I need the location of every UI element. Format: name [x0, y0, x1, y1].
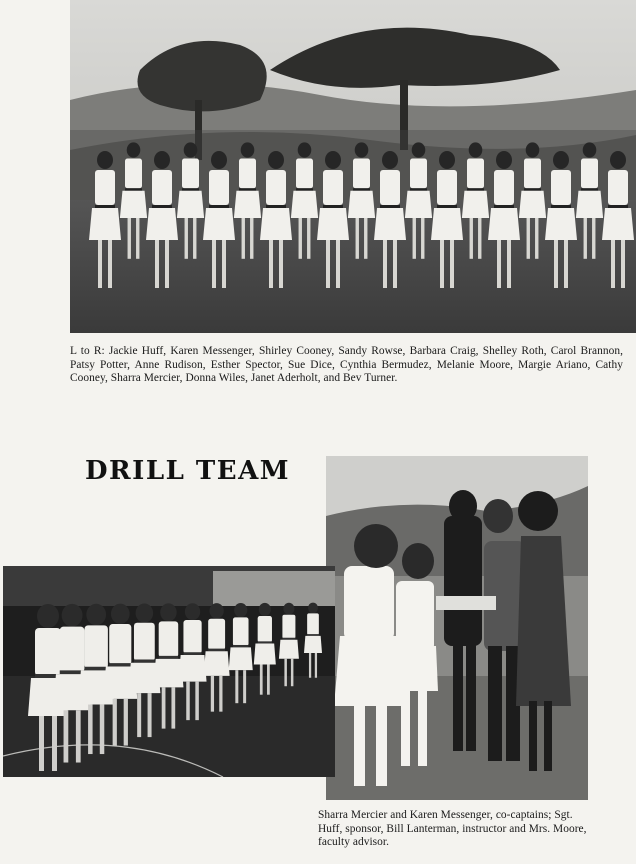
gym-photo: [3, 566, 335, 777]
group-photo-caption: L to R: Jackie Huff, Karen Messenger, Shirley Cooney, Sandy Rowse, Barbara Craig, Shelley Roth, Carol Brannon, Patsy Potter, Anne Rudison, Esther Spector, Sue Dice, Cynthia Bermudez, Melanie Moore, Margie Ariano, Cathy Cooney, Sharra Mercier, Donna Wiles, Janet Aderholt, and Bev Turner.: [70, 345, 623, 385]
officers-photo: [326, 456, 588, 800]
group-photo: [70, 0, 636, 333]
officers-photo-caption: Sharra Mercier and Karen Messenger, co-captains; Sgt. Huff, sponsor, Bill Lanterman, instructor and Mrs. Moore, faculty advisor.: [318, 809, 587, 849]
page-title: DRILL TEAM: [85, 456, 291, 486]
